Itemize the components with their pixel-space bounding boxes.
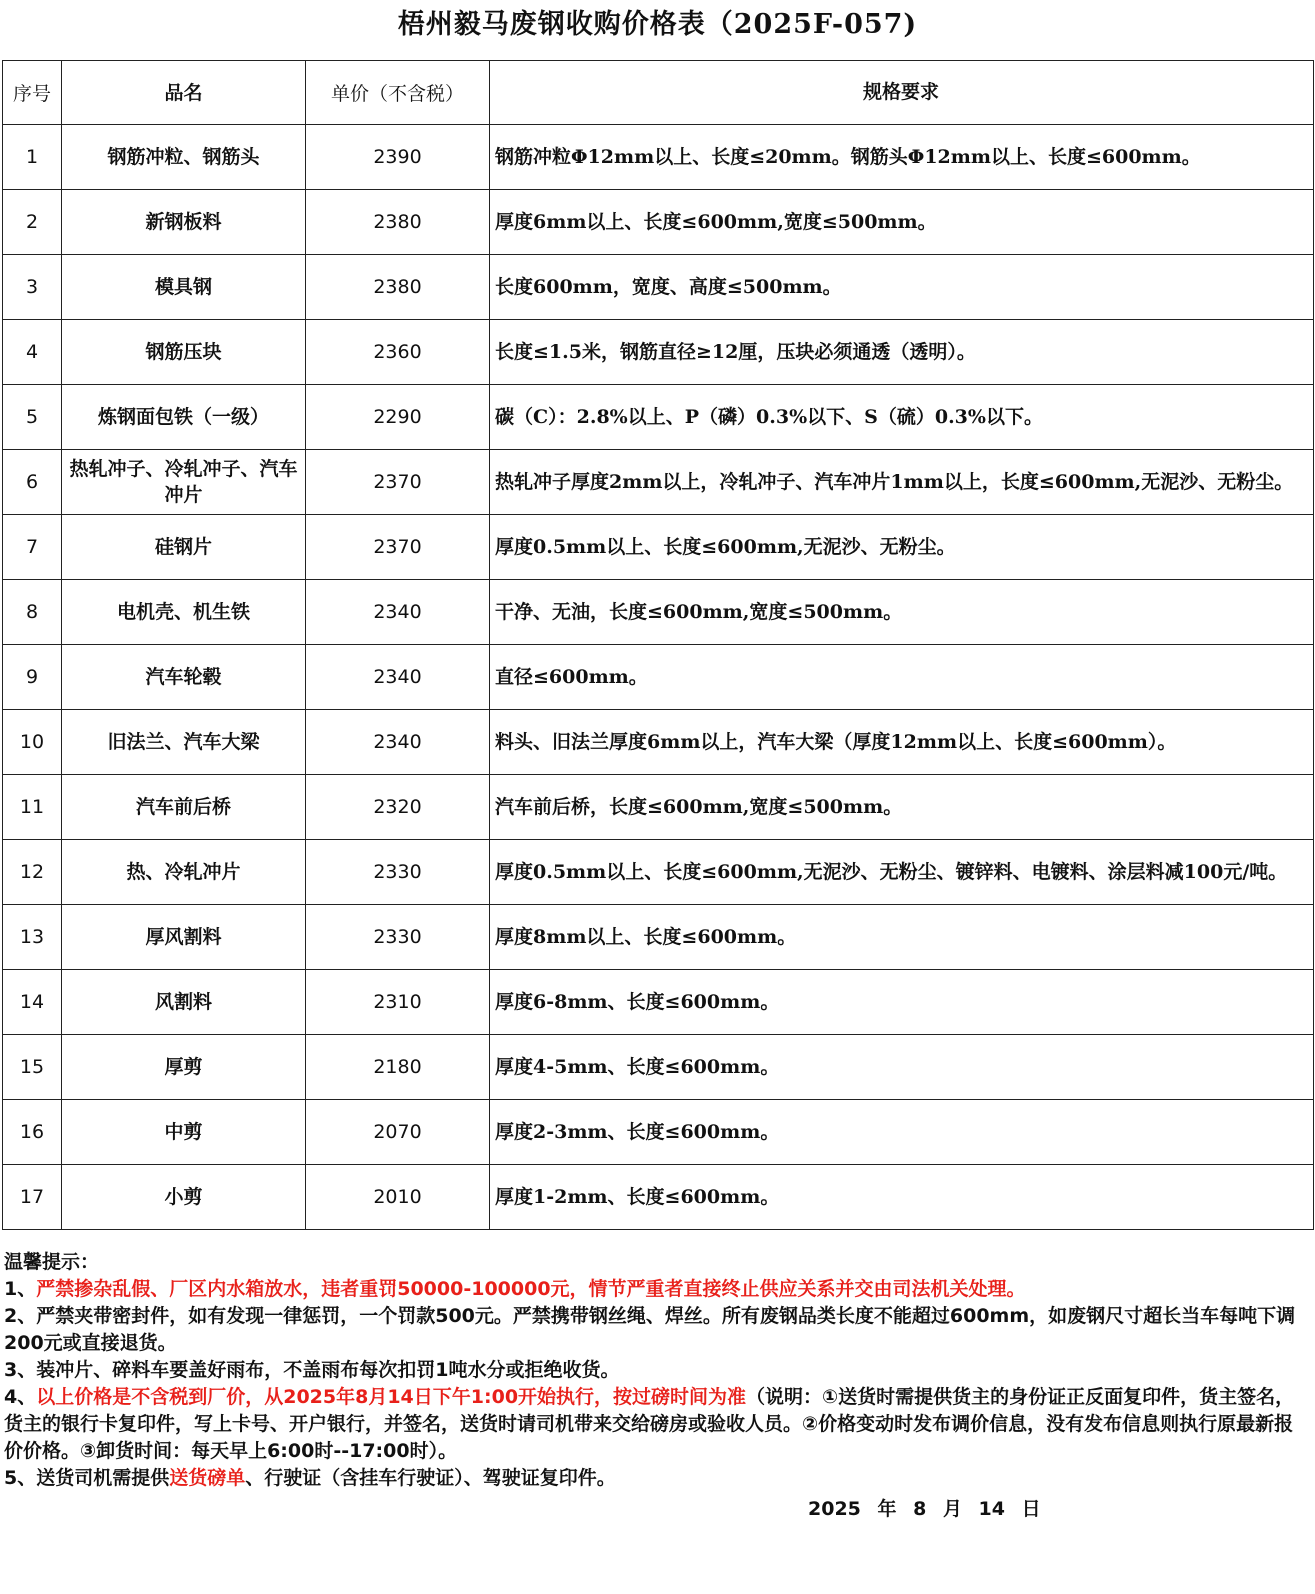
note-1-prefix: 1、 — [4, 1278, 37, 1300]
page-title: 梧州毅马废钢收购价格表（2025F-057) — [397, 9, 918, 40]
price-table — [2, 60, 1314, 1230]
row-name: 风割料 — [62, 970, 306, 1035]
row-name: 电机壳、机生铁 — [62, 580, 306, 645]
row-no: 2 — [3, 190, 62, 255]
row-no: 7 — [3, 515, 62, 580]
table-row — [3, 775, 1314, 840]
note-5-highlight: 送货磅单 — [169, 1467, 246, 1489]
row-spec: 料头、旧法兰厚度6mm以上，汽车大梁（厚度12mm以上、长度≤600mm）。 — [490, 710, 1314, 775]
row-price: 2340 — [306, 710, 490, 775]
row-spec: 碳（C）：2.8%以上、P（磷）0.3%以下、S（硫）0.3%以下。 — [490, 385, 1314, 450]
note-4-rest: （说明：①送货时需提供货主的身份证正反面复印件，货主签名，货主的银行卡复印件，写上卡号、开户银行，并签名，送货时请司机带来交给磅房或验收人员。②价格变动时发布调价信息，没有发布信息则执行原最新报价价格。③卸货时间：每天早上6:00时--17:00时）。 — [4, 1386, 1295, 1462]
table-row — [3, 970, 1314, 1035]
row-price: 2370 — [306, 450, 490, 515]
row-price: 2180 — [306, 1035, 490, 1100]
row-no: 17 — [3, 1165, 62, 1230]
table-row — [3, 255, 1314, 320]
header-name: 品名 — [62, 61, 306, 125]
row-name: 热、冷轧冲片 — [62, 840, 306, 905]
row-name: 热轧冲子、冷轧冲子、汽车冲片 — [62, 450, 306, 515]
row-name: 汽车前后桥 — [62, 775, 306, 840]
row-spec: 厚度1-2mm、长度≤600mm。 — [490, 1165, 1314, 1230]
row-no: 3 — [3, 255, 62, 320]
row-spec: 干净、无油，长度≤600mm,宽度≤500mm。 — [490, 580, 1314, 645]
row-spec: 热轧冲子厚度2mm以上，冷轧冲子、汽车冲片1mm以上，长度≤600mm,无泥沙、无粉尘。 — [490, 450, 1314, 515]
row-no: 10 — [3, 710, 62, 775]
row-name: 新钢板料 — [62, 190, 306, 255]
note-5-prefix: 5、送货司机需提供 — [4, 1467, 170, 1489]
row-price: 2340 — [306, 580, 490, 645]
row-spec: 汽车前后桥，长度≤600mm,宽度≤500mm。 — [490, 775, 1314, 840]
note-2: 2、严禁夹带密封件，如有发现一律惩罚，一个罚款500元。严禁携带钢丝绳、焊丝。所有废钢品类长度不能超过600mm，如废钢尺寸超长当车每吨下调200元或直接退货。 — [4, 1305, 1296, 1354]
row-spec: 长度600mm，宽度、高度≤500mm。 — [490, 255, 1314, 320]
row-name: 硅钢片 — [62, 515, 306, 580]
table-row — [3, 1035, 1314, 1100]
note-1 — [4, 1276, 1309, 1303]
row-spec: 厚度0.5mm以上、长度≤600mm,无泥沙、无粉尘、镀锌料、电镀料、涂层料减100元/吨。 — [490, 840, 1314, 905]
row-name: 中剪 — [62, 1100, 306, 1165]
issue-date: 2025 年 8 月 14 日 — [808, 1498, 1041, 1520]
row-price: 2360 — [306, 320, 490, 385]
table-row — [3, 320, 1314, 385]
table-row — [3, 190, 1314, 255]
note-5-rest: 、行驶证（含挂车行驶证）、驾驶证复印件。 — [245, 1467, 616, 1489]
row-spec: 长度≤1.5米，钢筋直径≥12厘，压块必须通透（透明）。 — [490, 320, 1314, 385]
row-price: 2310 — [306, 970, 490, 1035]
row-name: 炼钢面包铁（一级） — [62, 385, 306, 450]
row-no: 5 — [3, 385, 62, 450]
row-no: 6 — [3, 450, 62, 515]
row-name: 模具钢 — [62, 255, 306, 320]
row-no: 11 — [3, 775, 62, 840]
row-spec: 厚度4-5mm、长度≤600mm。 — [490, 1035, 1314, 1100]
row-spec: 厚度6mm以上、长度≤600mm,宽度≤500mm。 — [490, 190, 1314, 255]
row-name: 钢筋冲粒、钢筋头 — [62, 125, 306, 190]
row-no: 9 — [3, 645, 62, 710]
row-no: 1 — [3, 125, 62, 190]
row-price: 2290 — [306, 385, 490, 450]
row-spec: 厚度2-3mm、长度≤600mm。 — [490, 1100, 1314, 1165]
row-spec: 厚度8mm以上、长度≤600mm。 — [490, 905, 1314, 970]
row-no: 15 — [3, 1035, 62, 1100]
table-row — [3, 385, 1314, 450]
row-name: 旧法兰、汽车大梁 — [62, 710, 306, 775]
notes-heading: 温馨提示： — [4, 1251, 100, 1273]
table-row — [3, 710, 1314, 775]
note-3: 3、装冲片、碎料车要盖好雨布，不盖雨布每次扣罚1吨水分或拒绝收货。 — [4, 1359, 620, 1381]
row-name: 小剪 — [62, 1165, 306, 1230]
row-price: 2320 — [306, 775, 490, 840]
table-row — [3, 515, 1314, 580]
row-no: 12 — [3, 840, 62, 905]
row-price: 2340 — [306, 645, 490, 710]
row-no: 4 — [3, 320, 62, 385]
row-price: 2330 — [306, 905, 490, 970]
row-no: 13 — [3, 905, 62, 970]
row-spec: 厚度0.5mm以上、长度≤600mm,无泥沙、无粉尘。 — [490, 515, 1314, 580]
table-row — [3, 1100, 1314, 1165]
header-spec: 规格要求 — [490, 61, 1314, 125]
row-price: 2380 — [306, 255, 490, 320]
row-spec: 厚度6-8mm、长度≤600mm。 — [490, 970, 1314, 1035]
row-name: 汽车轮毂 — [62, 645, 306, 710]
note-4-highlight: 以上价格是不含税到厂价，从2025年8月14日下午1:00开始执行，按过磅时间为准 — [36, 1386, 747, 1408]
table-row — [3, 125, 1314, 190]
notes-section — [4, 1249, 1309, 1492]
row-price: 2330 — [306, 840, 490, 905]
table-row — [3, 450, 1314, 515]
table-row — [3, 645, 1314, 710]
table-row — [3, 840, 1314, 905]
table-row — [3, 580, 1314, 645]
table-row — [3, 905, 1314, 970]
note-4 — [4, 1384, 1309, 1465]
note-4-prefix: 4、 — [4, 1386, 37, 1408]
row-price: 2390 — [306, 125, 490, 190]
row-name: 厚风割料 — [62, 905, 306, 970]
row-name: 钢筋压块 — [62, 320, 306, 385]
table-body — [3, 125, 1314, 1230]
row-price: 2380 — [306, 190, 490, 255]
header-price: 单价（不含税） — [306, 61, 490, 125]
table-row — [3, 1165, 1314, 1230]
row-spec: 钢筋冲粒Φ12mm以上、长度≤20mm。钢筋头Φ12mm以上、长度≤600mm。 — [490, 125, 1314, 190]
table-header-row — [3, 61, 1314, 125]
row-price: 2070 — [306, 1100, 490, 1165]
note-1-warning: 严禁掺杂乱假、厂区内水箱放水，违者重罚50000-100000元，情节严重者直接终止供应关系并交由司法机关处理。 — [36, 1278, 1026, 1300]
header-no: 序号 — [3, 61, 62, 125]
row-name: 厚剪 — [62, 1035, 306, 1100]
note-5 — [4, 1465, 1309, 1492]
row-price: 2010 — [306, 1165, 490, 1230]
row-no: 14 — [3, 970, 62, 1035]
row-price: 2370 — [306, 515, 490, 580]
row-no: 16 — [3, 1100, 62, 1165]
row-spec: 直径≤600mm。 — [490, 645, 1314, 710]
row-no: 8 — [3, 580, 62, 645]
